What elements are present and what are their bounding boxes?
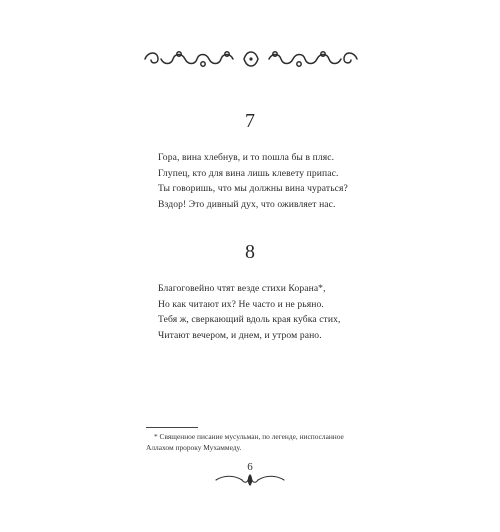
poem-line: Ты говоришь, что мы должны вина чураться? xyxy=(158,183,348,194)
page-number: 6 xyxy=(247,461,253,473)
poem-number: 7 xyxy=(245,110,255,132)
poem-number: 8 xyxy=(245,241,255,263)
footnote-line: Аллахом пророку Мухаммеду. xyxy=(146,442,242,452)
fleuron-ornament-icon xyxy=(214,473,286,487)
poem-line: Благоговейно чтят везде стихи Корана*, xyxy=(158,283,326,294)
poem-line: Читают вечером, и днем, и утром рано. xyxy=(158,329,322,341)
poem-line: Гора, вина хлебнув, и то пошла бы в пляс. xyxy=(158,152,335,163)
poem-line: Глупец, кто для вина лишь клевету припас. xyxy=(158,167,339,179)
poem-line: Но как читают их? Не часто и не рьяно. xyxy=(158,298,324,310)
poem-stanza xyxy=(158,281,418,343)
poem-line: Тебя ж, сверкающий вдоль края кубка стих, xyxy=(158,314,341,325)
footnote-rule xyxy=(146,427,198,428)
poem-stanza xyxy=(158,150,418,212)
footnote xyxy=(146,432,376,453)
scroll-ornament-icon xyxy=(143,48,359,70)
footnote-line: * Священное писание мусульман, по легенде, ниспосланное xyxy=(154,432,344,441)
poem-line: Вздор! Это дивный дух, что оживляет нас. xyxy=(158,198,336,210)
